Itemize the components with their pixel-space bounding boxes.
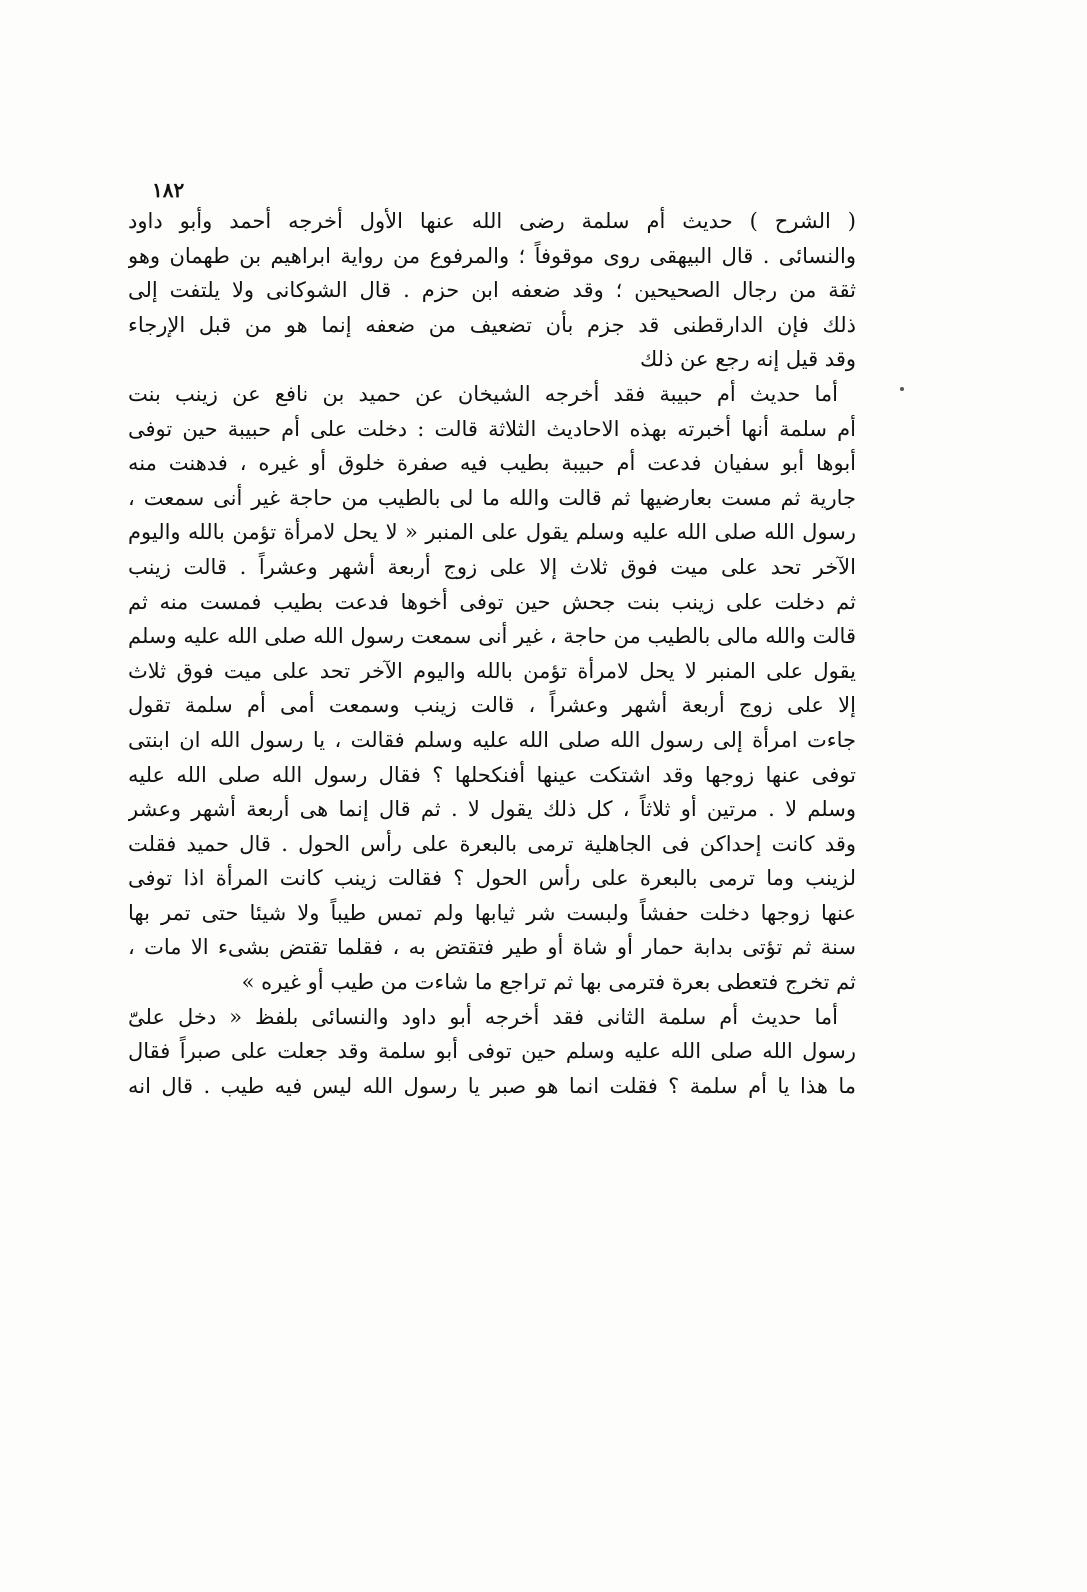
text-line: أم سلمة أنها أخبرته بهذه الاحاديث الثلاثة قالت : دخلت على أم حبيبة حين توفى <box>128 416 856 441</box>
text-line: أما حديث أم سلمة الثانى فقد أخرجه أبو داود والنسائى بلفظ « دخل علىّ <box>128 1004 838 1029</box>
body-text <box>128 204 856 1103</box>
text-line: ثم تخرج فتعطى بعرة فترمى بها ثم تراجع ما شاءت من طيب أو غيره » <box>241 970 856 995</box>
text-line: والنسائى . قال البيهقى روى موقوفاً ؛ والمرفوع من رواية ابراهيم بن طهمان وهو <box>128 243 856 268</box>
text-line: عنها زوجها دخلت حفشاً ولبست شر ثيابها ولم تمس طيباً ولا شيئا حتى تمر بها <box>128 900 856 925</box>
margin-dot <box>900 387 904 391</box>
text-line: ثم دخلت على زينب بنت جحش حين توفى أخوها فدعت بطيب فمست منه ثم <box>128 589 856 614</box>
text-line: جاءت امرأة إلى رسول الله صلى الله عليه وسلم فقالت ، يا رسول الله ان ابنتى <box>128 727 856 752</box>
text-line: يقول على المنبر لا يحل لامرأة تؤمن بالله واليوم الآخر تحد على ميت فوق ثلاث <box>128 658 856 683</box>
paragraph-umm-salama-second <box>128 1000 856 1104</box>
text-line: ذلك فإن الدارقطنى قد جزم بأن تضعيف من ضعفه إنما هو من قبل الإرجاء <box>128 312 856 337</box>
text-line: لزينب وما ترمى بالبعرة على رأس الحول ؟ فقالت زينب كانت المرأة اذا توفى <box>128 866 856 891</box>
text-line: وقد قيل إنه رجع عن ذلك <box>639 347 856 372</box>
text-line: سنة ثم تؤتى بدابة حمار أو شاة أو طير فتقتض به ، فقلما تقتض بشىء الا مات ، <box>128 935 856 960</box>
text-line: قالت والله مالى بالطيب من حاجة ، غير أنى سمعت رسول الله صلى الله عليه وسلم <box>128 624 856 649</box>
text-line: وسلم لا . مرتين أو ثلاثاً ، كل ذلك يقول لا . ثم قال إنما هى أربعة أشهر وعشر <box>128 797 856 822</box>
text-line: رسول الله صلى الله عليه وسلم حين توفى أبو سلمة وقد جعلت على صبراً فقال <box>128 1039 856 1064</box>
text-line: ( الشرح ) حديث أم سلمة رضى الله عنها الأول أخرجه أحمد وأبو داود <box>128 209 856 233</box>
text-line: توفى عنها زوجها وقد اشتكت عينها أفنكحلها ؟ فقال رسول الله صلى الله عليه <box>128 762 856 787</box>
paragraph-umm-habiba <box>128 377 856 1000</box>
text-line: أبوها أبو سفيان فدعت أم حبيبة بطيب فيه صفرة خلوق أو غيره ، فدهنت منه <box>128 451 856 476</box>
text-line: ما هذا يا أم سلمة ؟ فقلت انما هو صبر يا رسول الله ليس فيه طيب . قال انه <box>128 1073 856 1098</box>
page-number: ١٨٢ <box>152 178 185 202</box>
text-line: الآخر تحد على ميت فوق ثلاث إلا على زوج أربعة أشهر وعشراً . قالت زينب <box>128 554 856 579</box>
text-line: جارية ثم مست بعارضيها ثم قالت والله ما لى بالطيب من حاجة غير أنى سمعت ، <box>128 485 856 510</box>
text-line: وقد كانت إحداكن فى الجاهلية ترمى بالبعرة على رأس الحول . قال حميد فقلت <box>128 831 856 856</box>
text-line: رسول الله صلى الله عليه وسلم يقول على المنبر « لا يحل لامرأة تؤمن بالله واليوم <box>128 520 856 545</box>
text-line: ثقة من رجال الصحيحين ؛ وقد ضعفه ابن حزم . قال الشوكانى ولا يلتفت إلى <box>128 278 856 303</box>
paragraph-commentary <box>128 204 856 377</box>
text-line: إلا على زوج أربعة أشهر وعشراً ، قالت زينب وسمعت أمى أم سلمة تقول <box>128 693 856 718</box>
text-line: أما حديث أم حبيبة فقد أخرجه الشيخان عن حميد بن نافع عن زينب بنت <box>128 381 838 406</box>
